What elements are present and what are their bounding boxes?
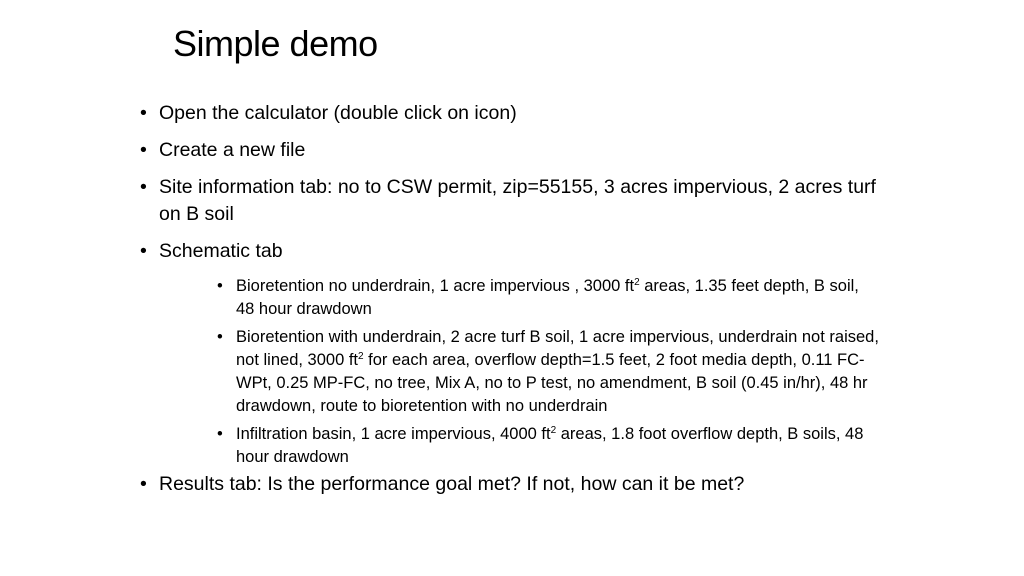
bullet-list	[140, 100, 880, 508]
sub-bullet-text: Bioretention with underdrain, 2 acre turf B soil, 1 acre impervious, underdrain not raised, not lined, 3000 ft	[236, 328, 879, 369]
sub-bullet-item	[217, 275, 880, 321]
sub-bullet-text: Bioretention no underdrain, 1 acre impervious , 3000 ft	[236, 277, 635, 295]
sub-bullet-text: for each area, overflow depth=1.5 feet, 2 foot media depth, 0.11 FC-WPt, 0.25 MP-FC, no tree, Mix A, no to P test, no amendment, B soil (0.45 in/hr), 48 hr drawdown, route to bioretention with no underdrain	[236, 351, 868, 415]
sub-bullet-text: Infiltration basin, 1 acre impervious, 4000 ft	[236, 425, 551, 443]
bullet-item: • Results tab: Is the performance goal met? If not, how can it be met?	[140, 471, 880, 498]
bullet-item: • Schematic tab	[140, 238, 880, 265]
sub-bullet-item	[217, 326, 880, 418]
bullet-item: • Site information tab: no to CSW permit, zip=55155, 3 acres impervious, 2 acres turf on B soil	[140, 174, 880, 228]
slide-title: Simple demo	[173, 23, 378, 64]
superscript: 2	[358, 351, 364, 362]
sub-bullet-text: areas, 1.35 feet depth, B soil, 48 hour drawdown	[236, 277, 859, 318]
superscript: 2	[634, 277, 640, 288]
superscript: 2	[550, 425, 557, 436]
sub-bullet-item	[217, 423, 880, 469]
bullet-item: • Create a new file	[140, 137, 880, 164]
sub-bullet-list	[217, 275, 880, 469]
bullet-item: • Open the calculator (double click on icon)	[140, 100, 880, 127]
sub-bullet-text: areas, 1.8 foot overflow depth, B soils, 48 hour drawdown	[236, 425, 864, 466]
